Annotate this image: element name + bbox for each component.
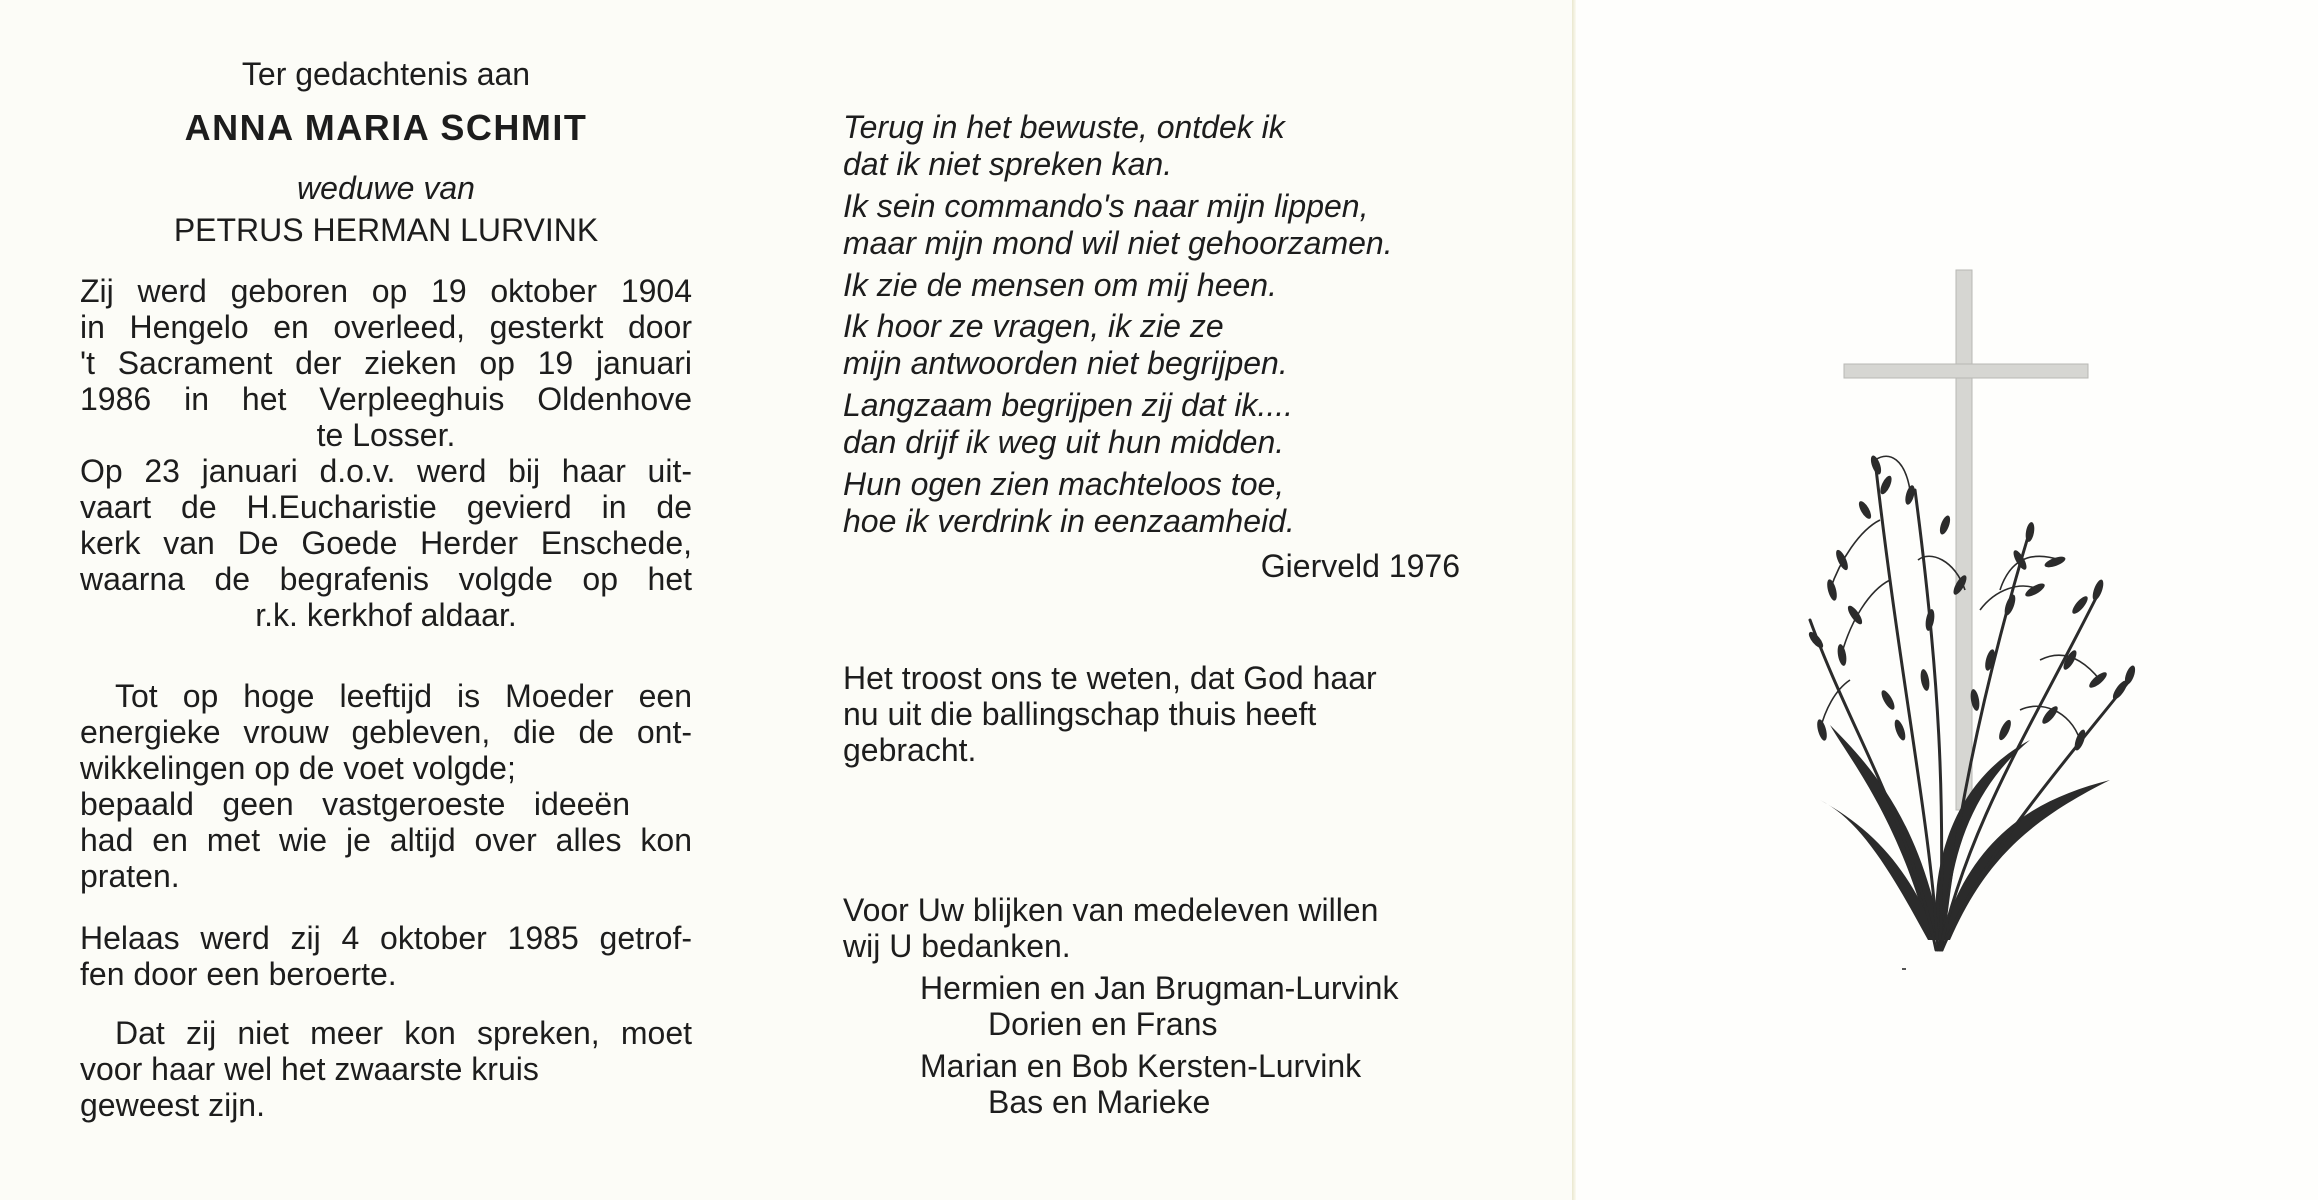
paragraph-line: energieke vrouw gebleven, die de ont- — [80, 714, 692, 750]
paragraph-line: praten. — [80, 858, 180, 894]
bio-line: Zij werd geboren op 19 oktober 1904 — [80, 273, 692, 309]
thanks-line: Voor Uw blijken van medeleven willen — [843, 892, 1379, 928]
thanks-line: wij U bedanken. — [843, 928, 1071, 964]
bio-line: kerk van De Goede Herder Enschede, — [80, 525, 692, 561]
intro-text: Ter gedachtenis aan — [241, 56, 531, 92]
bio-line: te Losser. — [316, 417, 456, 453]
cross-with-grass-icon — [1780, 260, 2160, 980]
family-line: Marian en Bob Kersten-Lurvink — [920, 1048, 1362, 1084]
poem-line: Ik hoor ze vragen, ik zie ze — [843, 308, 1224, 344]
bio-line: vaart de H.Eucharistie gevierd in de — [80, 489, 692, 525]
bio-line: 1986 in het Verpleeghuis Oldenhove — [80, 381, 692, 417]
paragraph-line: Tot op hoge leeftijd is Moeder een — [115, 678, 692, 714]
poem-line: hoe ik verdrink in eenzaamheid. — [843, 503, 1295, 539]
paragraph-line: voor haar wel het zwaarste kruis — [80, 1051, 539, 1087]
bio-line: 't Sacrament der zieken op 19 januari — [80, 345, 692, 381]
poem-line: Hun ogen zien machteloos toe, — [843, 466, 1285, 502]
paragraph-line: had en met wie je altijd over alles kon — [80, 822, 692, 858]
poem-line: mijn antwoorden niet begrijpen. — [843, 345, 1288, 381]
family-line: Bas en Marieke — [988, 1084, 1211, 1120]
bio-line: in Hengelo en overleed, gesterkt door — [80, 309, 692, 345]
husband-name: PETRUS HERMAN LURVINK — [173, 212, 599, 248]
paragraph-line: geweest zijn. — [80, 1087, 265, 1123]
poem-line: maar mijn mond wil niet gehoorzamen. — [843, 225, 1393, 261]
poem-line: Ik sein commando's naar mijn lippen, — [843, 188, 1369, 224]
bio-line: r.k. kerkhof aldaar. — [255, 597, 517, 633]
paragraph-line: bepaald geen vastgeroeste ideeën — [80, 786, 630, 822]
paragraph-line: Dat zij niet meer kon spreken, moet — [115, 1015, 692, 1051]
poem-line: dat ik niet spreken kan. — [843, 146, 1173, 182]
bio-line: Op 23 januari d.o.v. werd bij haar uit- — [80, 453, 692, 489]
poem-line: Langzaam begrijpen zij dat ik.... — [843, 387, 1294, 423]
poem-line: dan drijf ik weg uit hun midden. — [843, 424, 1285, 460]
deceased-name: ANNA MARIA SCHMIT — [184, 107, 588, 148]
poem-line: Ik zie de mensen om mij heen. — [843, 267, 1277, 303]
bio-line: waarna de begrafenis volgde op het — [80, 561, 692, 597]
comfort-line: Het troost ons te weten, dat God haar — [843, 660, 1377, 696]
poem-author: Gierveld 1976 — [1260, 548, 1460, 584]
poem-line: Terug in het bewuste, ontdek ik — [843, 109, 1285, 145]
comfort-line: nu uit die ballingschap thuis heeft — [843, 696, 1317, 732]
paragraph-line: Helaas werd zij 4 oktober 1985 getrof- — [80, 920, 692, 956]
widow-of-text: weduwe van — [297, 170, 475, 206]
comfort-line: gebracht. — [843, 732, 977, 768]
fold-line — [1572, 0, 1576, 1200]
paragraph-line: fen door een beroerte. — [80, 956, 397, 992]
paragraph-line: wikkelingen op de voet volgde; — [80, 750, 516, 786]
family-line: Dorien en Frans — [988, 1006, 1218, 1042]
family-line: Hermien en Jan Brugman-Lurvink — [920, 970, 1399, 1006]
